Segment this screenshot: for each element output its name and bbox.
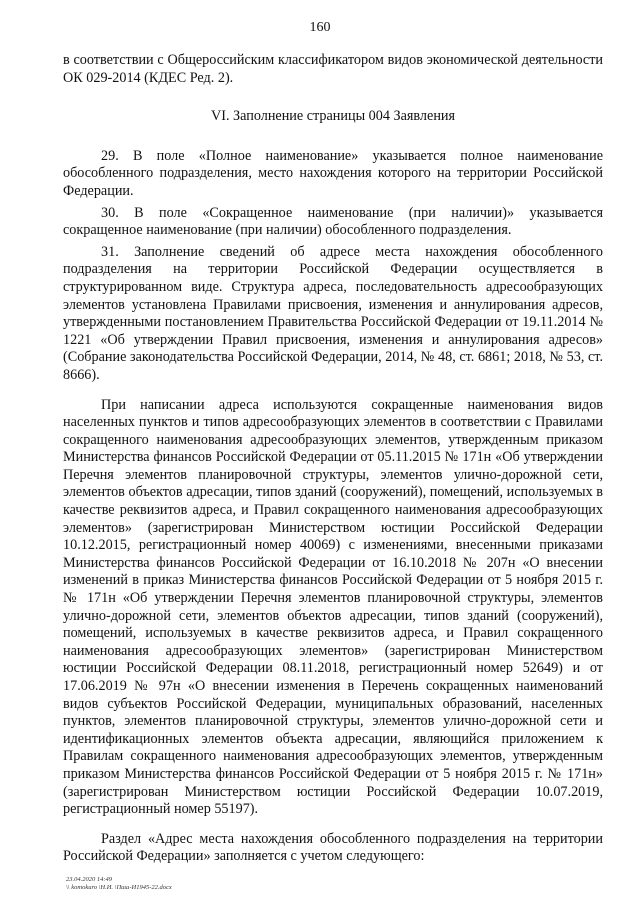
paragraph-29: 29. В поле «Полное наименование» указывается полное наименование обособленного подразделения, место нахождения которого на территории Российской Федерации.	[63, 147, 603, 199]
page-number: 160	[309, 20, 331, 35]
paragraph-abbreviations: При написании адреса используются сокращенные наименования видов населенных пунктов и типов адресообразующих элементов в соответствии с Правилами сокращенного наименования адресообразующих элементов, утвержденным приказом Министерства финансов Российской Федерации от 05.11.2015 № 171н «Об утверждении Перечня элементов планировочной структуры, элементов улично-дорожной сети, элементов объектов адресации, типов зданий (сооружений), помещений, используемых в качестве реквизитов адреса, и Правил сокращенного наименования адресообразующих элементов» (зарегистрирован Министерством юстиции Российской Федерации 10.12.2015, регистрационный номер 40069) с изменениями, внесенными приказами Министерства финансов Российской Федерации от 16.10.2018 № 207н «О внесении изменений в приказ Министерства финансов Российской Федерации от 5 ноября 2015 г. № 171н «Об утверждении Перечня элементов планировочной структуры, элементов улично-дорожной сети, элементов объектов адресации, типов зданий (сооружений), помещений, используемых в качестве реквизитов адреса, и Правил сокращенного наименования адресообразующих элементов» (зарегистрирован Министерством юстиции Российской Федерации 08.11.2018, регистрационный номер 52649) и от 17.06.2019 № 97н «О внесении изменения в Перечень сокращенных наименований видов субъектов Российской Федерации, муниципальных образований, населенных пунктов, элементов планировочной структуры, элементов улично-дорожной сети и идентификационных элементов объекта адресации, являющийся приложением к Правилам сокращенного наименования адресообразующих элементов, утвержденным приказом Министерства финансов Российской Федерации от 5 ноября 2015 г. № 171н» (зарегистрирован Министерством юстиции Российской Федерации 10.07.2019, регистрационный номер 55197).	[63, 396, 603, 818]
footer-timestamp: 23.04.2020 14:49	[66, 876, 113, 883]
paragraph-31: 31. Заполнение сведений об адресе места нахождения обособленного подразделения на территории Российской Федерации осуществляется в структурированном виде. Структура адреса, последовательность адресообразующих элементов установлена Правилами присвоения, изменения и аннулирования адресов, утвержденными постановлением Правительства Российской Федерации от 19.11.2014 № 1221 «Об утверждении Правил присвоения, изменения и аннулирования адресов» (Собрание законодательства Российской Федерации, 2014, № 48, ст. 6861; 2018, № 53, ст. 8666).	[63, 243, 603, 383]
document-body	[63, 52, 603, 866]
footer-file-path: \\ komokuro \Н.И. \Пиш-И1945-22.docx	[66, 883, 172, 891]
paragraph-intro: в соответствии с Общероссийским классификатором видов экономической деятельности ОК 029-2014 (КДЕС Ред. 2).	[63, 52, 603, 86]
file-footer	[66, 876, 172, 891]
section-heading: VI. Заполнение страницы 004 Заявления	[210, 108, 456, 125]
paragraph-30: 30. В поле «Сокращенное наименование (при наличии)» указывается сокращенное наименование (при наличии) обособленного подразделения.	[63, 204, 603, 239]
paragraph-address-section: Раздел «Адрес места нахождения обособленного подразделения на территории Российской Федерации» заполняется с учетом следующего:	[63, 830, 603, 865]
